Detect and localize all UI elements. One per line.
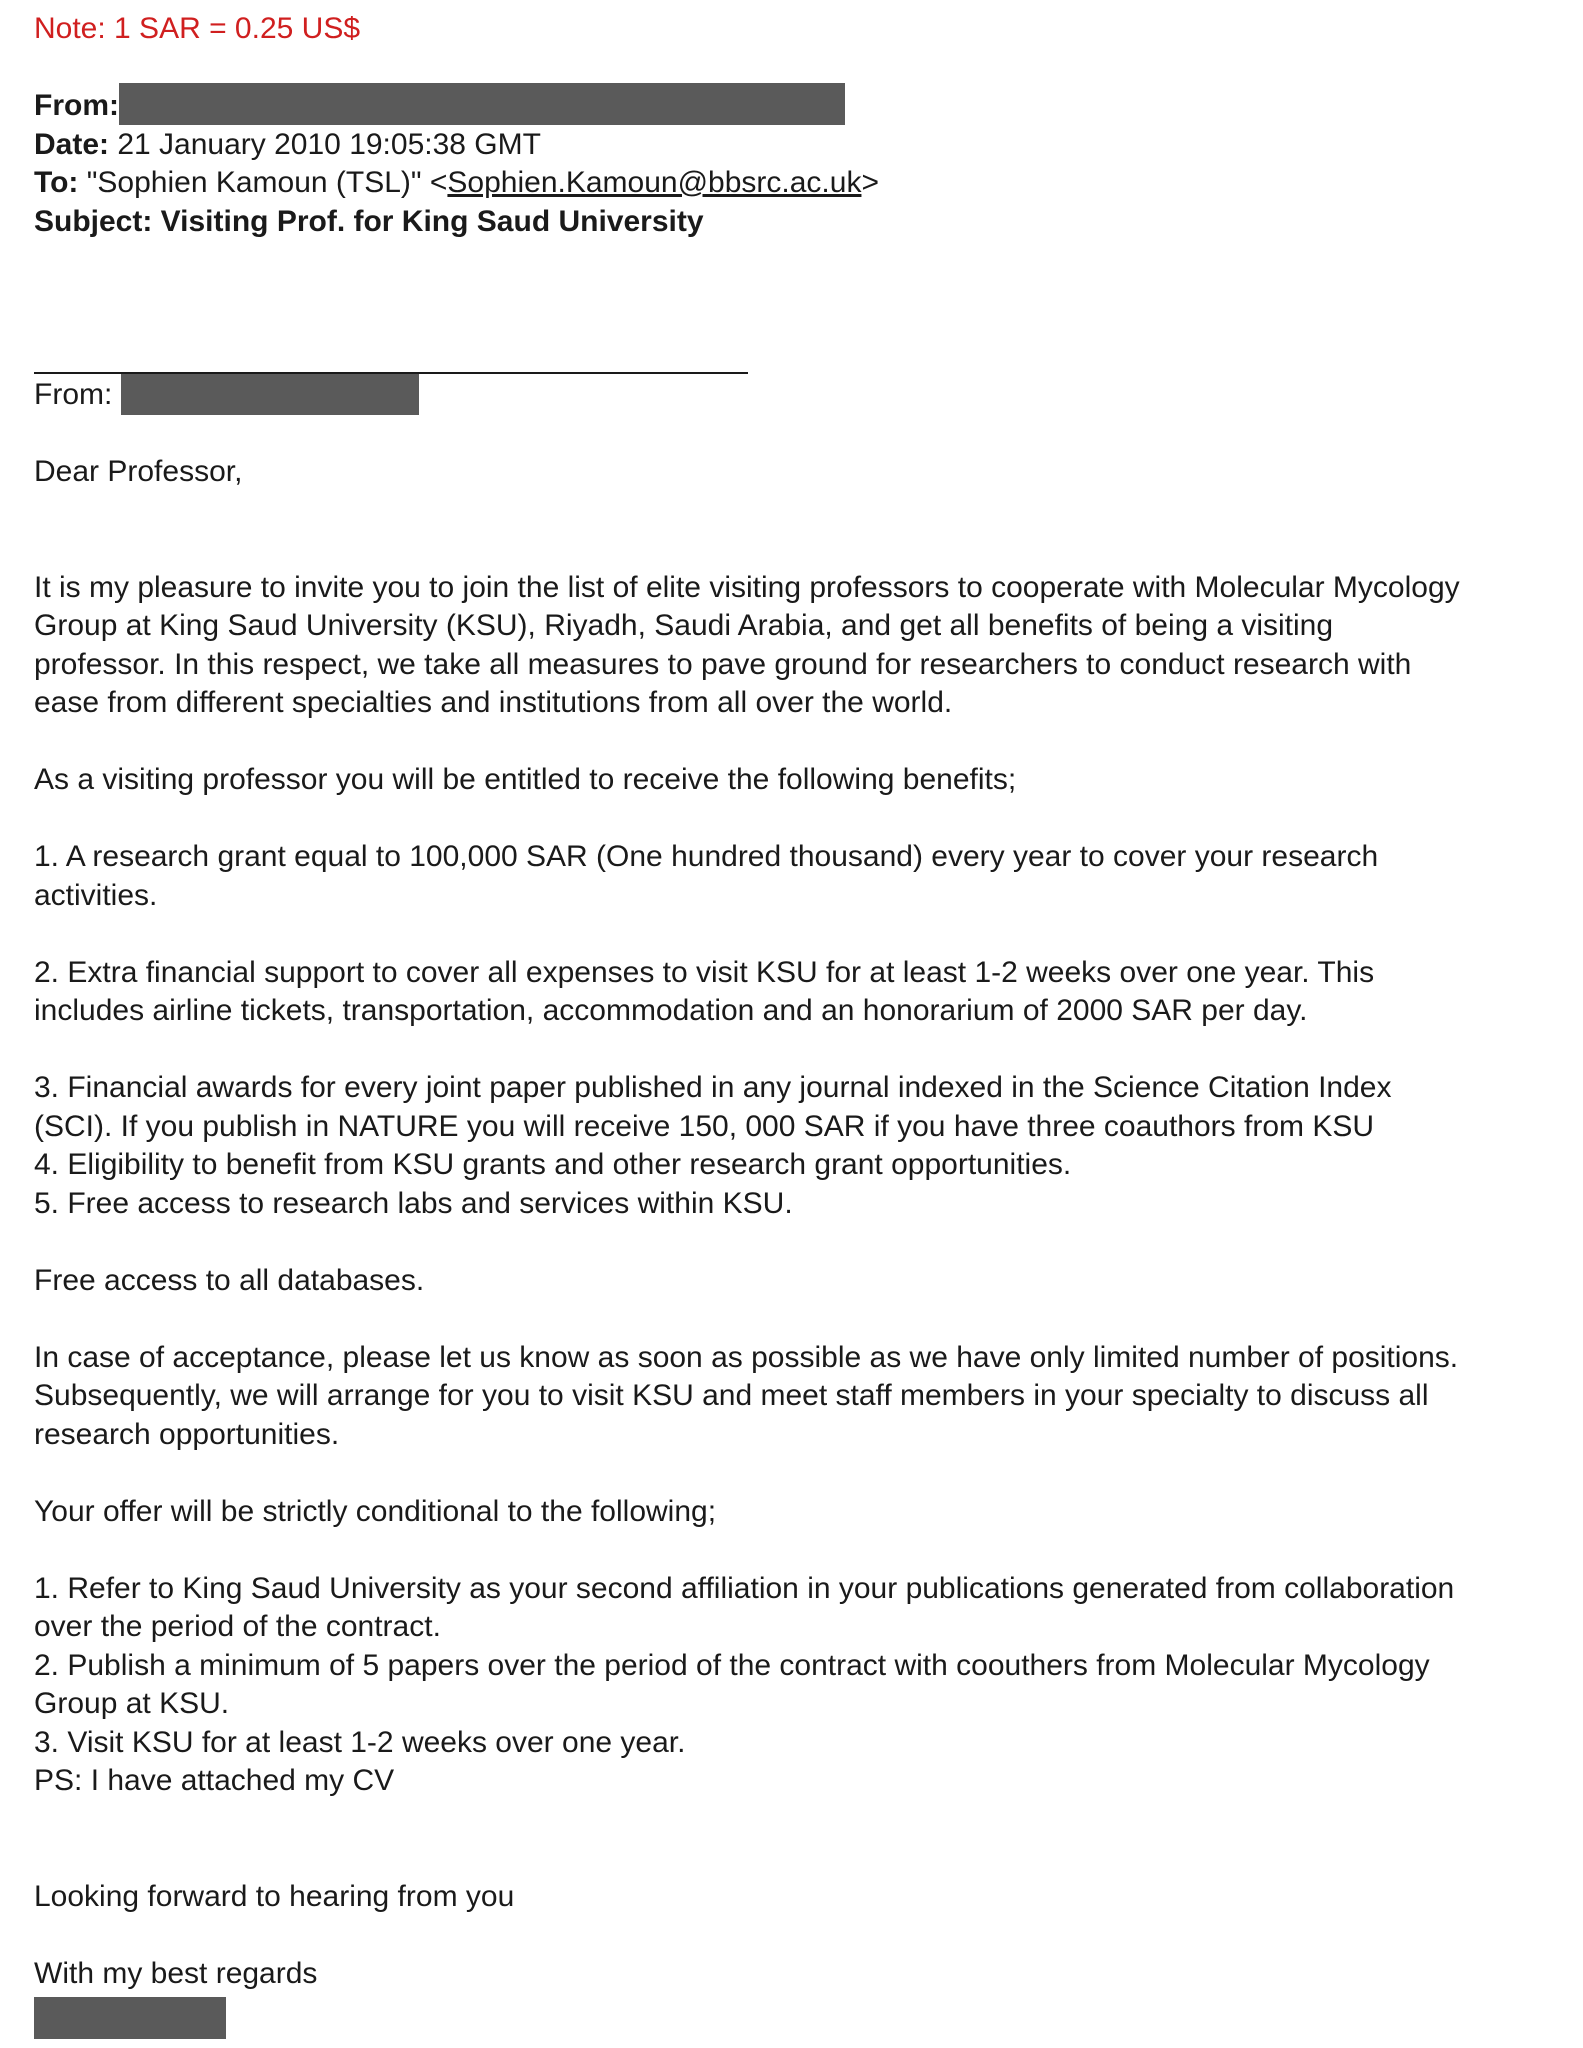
- acceptance-paragraph: [34, 1339, 1564, 1455]
- header-date-value: 21 January 2010 19:05:38 GMT: [109, 127, 541, 161]
- recipient-email-link[interactable]: Sophien.Kamoun@bbsrc.ac.uk: [447, 166, 862, 199]
- currency-note: Note: 1 SAR = 0.25 US$: [34, 12, 361, 45]
- benefit-line: (SCI). If you publish in NATURE you will receive 150, 000 SAR if you have three coauthors from KSU: [34, 1109, 1375, 1143]
- intro-paragraph: [34, 569, 1564, 723]
- acceptance-line: research opportunities.: [34, 1417, 340, 1451]
- intro-line: professor. In this respect, we take all measures to pave ground for researchers to conduct research with: [34, 647, 1412, 681]
- header-date-line: [34, 126, 1564, 165]
- header-to-name: "Sophien Kamoun (TSL)" <: [78, 166, 448, 199]
- header-from-line: [34, 87, 1564, 126]
- redacted-forward-sender-block: [121, 373, 419, 415]
- benefit-line: activities.: [34, 878, 158, 912]
- benefit-2: [34, 954, 1564, 1031]
- separator-rule: [34, 372, 748, 374]
- condition-line: PS: I have attached my CV: [34, 1764, 395, 1798]
- intro-line: ease from different specialties and institutions from all over the world.: [34, 686, 953, 720]
- redacted-sender-block: [119, 83, 845, 125]
- forward-from-line: [34, 376, 1564, 415]
- header-to-close: >: [861, 166, 879, 199]
- email-document: [34, 10, 1564, 2039]
- condition-line: over the period of the contract.: [34, 1610, 441, 1644]
- benefits-3-to-5: [34, 1069, 1564, 1223]
- condition-line: 3. Visit KSU for at least 1-2 weeks over one year.: [34, 1725, 686, 1759]
- benefit-line: 5. Free access to research labs and services within KSU.: [34, 1186, 793, 1220]
- header-subject: Subject: Visiting Prof. for King Saud University: [34, 204, 704, 238]
- benefit-1: [34, 838, 1564, 915]
- intro-line: It is my pleasure to invite you to join the list of elite visiting professors to cooperate with Molecular Mycology: [34, 570, 1460, 604]
- conditions-intro: Your offer will be strictly conditional to the following;: [34, 1494, 717, 1528]
- redacted-signature-block: [34, 1997, 226, 2039]
- benefit-line: 2. Extra financial support to cover all expenses to visit KSU for at least 1-2 weeks over one year. This: [34, 955, 1375, 989]
- conditions-list: [34, 1570, 1564, 1801]
- benefits-intro: As a visiting professor you will be entitled to receive the following benefits;: [34, 763, 1017, 797]
- acceptance-line: In case of acceptance, please let us know as soon as possible as we have only limited number of positions.: [34, 1340, 1459, 1374]
- intro-line: Group at King Saud University (KSU), Riyadh, Saudi Arabia, and get all benefits of being a visiting: [34, 609, 1334, 643]
- benefit-line: includes airline tickets, transportation, accommodation and an honorarium of 2000 SAR per day.: [34, 994, 1308, 1028]
- databases-line: Free access to all databases.: [34, 1263, 425, 1297]
- header-from-label: From:: [34, 89, 119, 122]
- closing-regards: With my best regards: [34, 1956, 318, 1990]
- benefit-line: 4. Eligibility to benefit from KSU grants and other research grant opportunities.: [34, 1148, 1072, 1182]
- condition-line: 2. Publish a minimum of 5 papers over the period of the contract with coouthers from Molecular Mycology: [34, 1648, 1430, 1682]
- acceptance-line: Subsequently, we will arrange for you to visit KSU and meet staff members in your specialty to discuss all: [34, 1379, 1429, 1413]
- separator-rule-wrap: [34, 337, 1564, 376]
- benefit-line: 1. A research grant equal to 100,000 SAR (One hundred thousand) every year to cover your research: [34, 840, 1379, 874]
- closing-line: Looking forward to hearing from you: [34, 1879, 515, 1913]
- benefit-line: 3. Financial awards for every joint paper published in any journal indexed in the Science Citation Index: [34, 1071, 1392, 1105]
- greeting: Dear Professor,: [34, 455, 243, 489]
- header-date-label: Date:: [34, 127, 110, 161]
- header-to-line: [34, 164, 1564, 203]
- forward-from-label: From:: [34, 377, 113, 411]
- condition-line: 1. Refer to King Saud University as your second affiliation in your publications generated from collaboration: [34, 1571, 1455, 1605]
- condition-line: Group at KSU.: [34, 1687, 230, 1721]
- header-to-label: To:: [34, 166, 79, 199]
